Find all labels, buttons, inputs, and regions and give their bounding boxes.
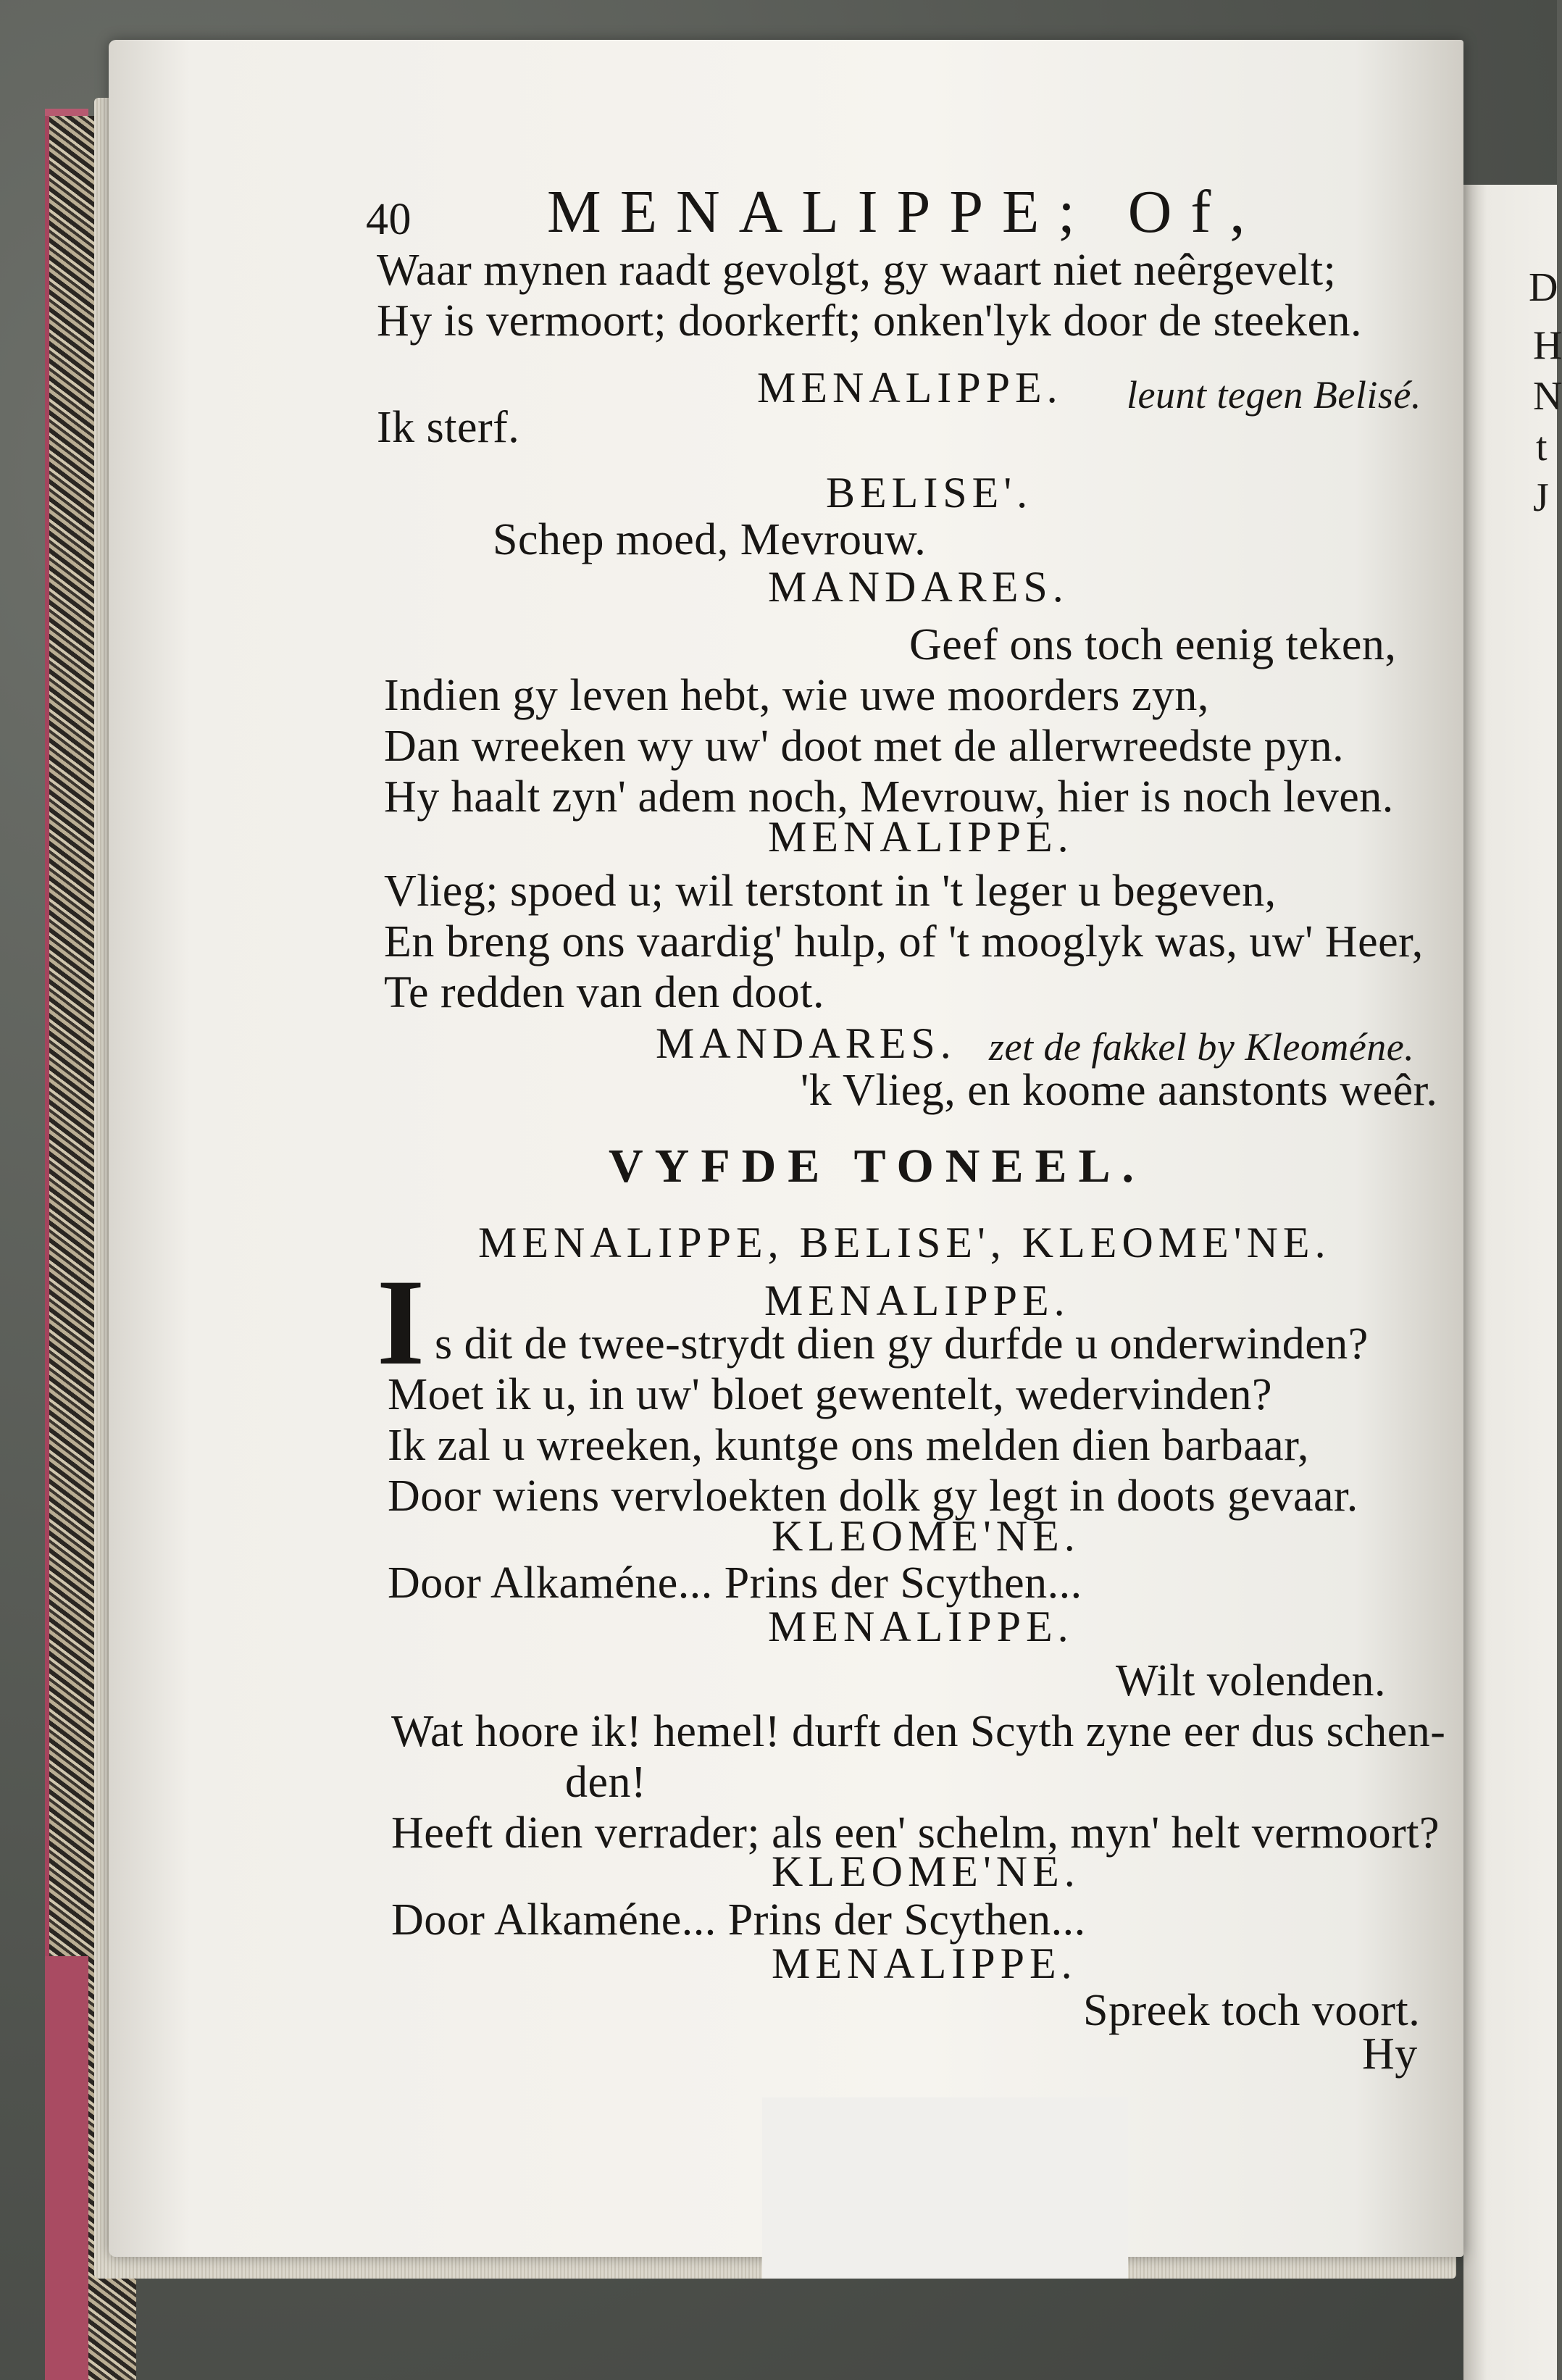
verse-line: Indien gy leven hebt, wie uwe moorders zyn, xyxy=(384,671,1209,720)
speaker-name: KLEOME'NE. xyxy=(772,1847,1080,1895)
verse-line: Spreek toch voort. xyxy=(1083,1986,1421,2035)
verse-line: Waar mynen raadt gevolgt, gy waart niet neêrgevelt; xyxy=(377,246,1337,295)
verse-line: s dit de twee-strydt dien gy durfde u onderwinden? xyxy=(435,1319,1369,1369)
verse-line: En breng ons vaardig' hulp, of 't mooglyk was, uw' Heer, xyxy=(384,917,1424,966)
verse-line: Geef ons toch eenig teken, xyxy=(909,620,1397,669)
verse-line: Ik zal u wreeken, kuntge ons melden dien barbaar, xyxy=(388,1421,1309,1470)
facing-page-glyph: N xyxy=(1533,374,1562,419)
verse-line: Dan wreeken wy uw' doot met de allerwreedste pyn. xyxy=(384,722,1345,771)
verse-line: Ik sterf. xyxy=(377,403,520,452)
speaker-name: BELISE'. xyxy=(826,469,1033,517)
verse-line: Wat hoore ik! hemel! durft den Scyth zyne eer dus schen- xyxy=(391,1707,1446,1756)
facing-page-glyph: H xyxy=(1533,323,1562,368)
verse-line: Hy haalt zyn' adem noch, Mevrouw, hier is noch leven. xyxy=(384,772,1394,822)
verse-line: 'k Vlieg, en koome aanstonts weêr. xyxy=(801,1066,1438,1115)
verse-line: Hy is vermoort; doorkerft; onken'lyk door de steeken. xyxy=(377,296,1363,346)
speaker-name: KLEOME'NE. xyxy=(772,1512,1080,1560)
speaker-name: MANDARES. xyxy=(656,1019,956,1067)
speaker-name: MENALIPPE. xyxy=(768,1603,1074,1650)
verse-line: Door wiens vervloekten dolk gy legt in doots gevaar. xyxy=(388,1471,1358,1521)
verse-line: Wilt volenden. xyxy=(1116,1656,1386,1705)
speaker-name: MANDARES. xyxy=(768,563,1069,611)
drop-cap: I xyxy=(377,1254,425,1390)
verse-line: den! xyxy=(565,1758,647,1807)
verse-line: Moet ik u, in uw' bloet gewentelt, wedervinden? xyxy=(388,1370,1272,1419)
speaker-name: MENALIPPE. xyxy=(764,1277,1070,1324)
facing-page-glyph: J xyxy=(1533,475,1549,520)
stage-direction: zet de fakkel by Kleoméne. xyxy=(989,1025,1415,1069)
scene-heading: VYFDE TONEEL. xyxy=(609,1140,1146,1193)
scene-cast: MENALIPPE, BELISE', KLEOME'NE. xyxy=(478,1219,1331,1266)
verse-line: Te redden van den doot. xyxy=(384,968,825,1017)
catchword: Hy xyxy=(1362,2029,1418,2079)
running-head: MENALIPPE; Of, xyxy=(547,178,1264,246)
verse-line: Door Alkaméne... Prins der Scythen... xyxy=(391,1895,1086,1945)
facing-page-glyph: D xyxy=(1529,265,1558,310)
verse-line: Schep moed, Mevrouw. xyxy=(493,515,927,564)
stage-direction: leunt tegen Belisé. xyxy=(1127,373,1421,417)
facing-page-glyph: t xyxy=(1536,425,1548,469)
verse-line: Door Alkaméne... Prins der Scythen... xyxy=(388,1558,1082,1608)
page-number: 40 xyxy=(366,195,412,244)
verse-line: Vlieg; spoed u; wil terstont in 't leger u begeven, xyxy=(384,867,1277,916)
speaker-name: MENALIPPE. xyxy=(772,1940,1077,1987)
speaker-name: MENALIPPE. xyxy=(768,813,1074,861)
speaker-name: MENALIPPE. xyxy=(757,364,1063,412)
verse-line: Heeft dien verrader; als een' schelm, myn' helt vermoort? xyxy=(391,1808,1440,1858)
